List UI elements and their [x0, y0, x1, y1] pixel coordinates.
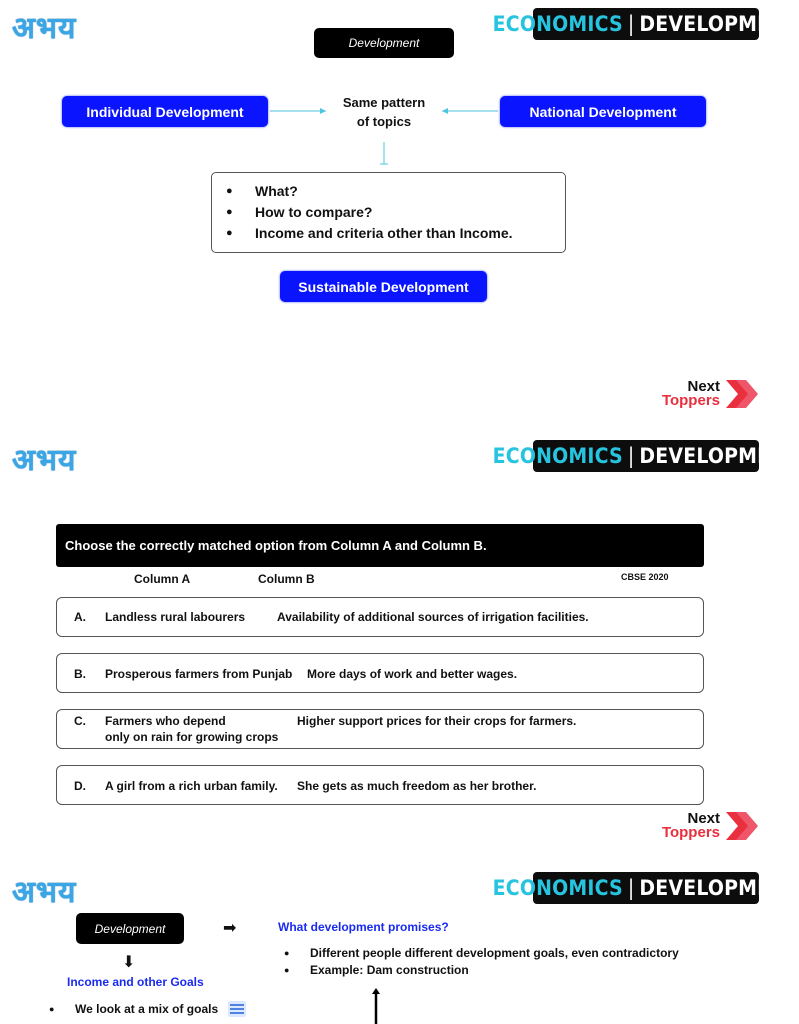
option-b-row[interactable]	[56, 653, 704, 693]
topic-label: DEVELOPMENT	[639, 876, 799, 900]
arrow-right-icon: ➡	[223, 920, 237, 937]
promise-bullet: ● Different people different development goals, even contradictory	[282, 945, 679, 962]
slide-2	[0, 432, 799, 864]
toppers-label: Toppers	[661, 392, 720, 409]
national-development-button[interactable]: National Development	[500, 96, 706, 127]
option-c-row[interactable]	[56, 709, 704, 749]
subject-label: ECONOMICS	[492, 12, 623, 36]
option-column-a: Farmers who depend	[105, 714, 226, 728]
subject-label: ECONOMICS	[492, 876, 623, 900]
development-title-pill: Development	[314, 28, 454, 58]
option-column-b: Availability of additional sources of irrigation facilities.	[277, 610, 589, 624]
option-a-row[interactable]	[56, 597, 704, 637]
topic-label: DEVELOPMENT	[639, 444, 799, 468]
option-letter: C.	[74, 714, 86, 728]
next-toppers-logo	[660, 808, 760, 848]
arrow-up-icon	[366, 988, 386, 1024]
subject-label: ECONOMICS	[492, 444, 623, 468]
same-pattern-label	[320, 93, 448, 131]
next-toppers-arrow-icon	[724, 808, 760, 844]
column-a-heading: Column A	[134, 572, 191, 586]
subject-tag	[492, 872, 799, 904]
toppers-label: Toppers	[661, 824, 720, 841]
option-letter: B.	[74, 667, 86, 681]
slide-3	[0, 864, 799, 1024]
option-column-b: She gets as much freedom as her brother.	[297, 779, 537, 793]
option-letter: A.	[74, 610, 86, 624]
topics-list	[212, 181, 565, 244]
option-letter: D.	[74, 779, 86, 793]
subject-tag	[492, 440, 799, 472]
option-column-a: Prosperous farmers from Punjab	[105, 667, 293, 681]
income-goals-heading: Income and other Goals	[67, 975, 204, 989]
promise-bullet: ● Example: Dam construction	[282, 962, 679, 979]
subject-separator: |	[627, 444, 635, 468]
same-pattern-line2: of topics	[356, 114, 412, 129]
goal-bullet: ● We look at a mix of goals	[47, 1001, 218, 1018]
striped-sticker-icon	[227, 1000, 247, 1018]
option-column-b: More days of work and better wages.	[307, 667, 518, 681]
topic-bullet: ● Income and criteria other than Income.	[212, 223, 565, 244]
option-column-a: A girl from a rich urban family.	[105, 779, 278, 793]
topic-label: DEVELOPMENT	[639, 12, 799, 36]
arrow-down-icon: ⬇	[122, 954, 136, 971]
topic-bullet: ● How to compare?	[212, 202, 565, 223]
same-pattern-line1: Same pattern	[342, 95, 426, 110]
next-toppers-logo	[660, 376, 760, 416]
sustainable-development-button[interactable]: Sustainable Development	[280, 271, 487, 302]
source-tag: CBSE 2020	[621, 572, 669, 582]
option-column-a: Landless rural labourers	[105, 610, 246, 624]
subject-separator: |	[627, 12, 635, 36]
topic-bullet: ● What?	[212, 181, 565, 202]
next-label: Next	[687, 810, 720, 827]
goals-list	[47, 1001, 218, 1018]
topics-box	[211, 172, 566, 253]
next-label: Next	[687, 378, 720, 395]
column-b-heading: Column B	[258, 572, 315, 586]
individual-development-button[interactable]: Individual Development	[62, 96, 268, 127]
abhay-logo: अभय	[12, 443, 77, 478]
abhay-logo: अभय	[12, 11, 77, 46]
slide-1	[0, 0, 799, 432]
abhay-logo: अभय	[12, 875, 77, 910]
option-column-b: Higher support prices for their crops for farmers.	[297, 714, 577, 728]
development-title-pill: Development	[76, 913, 184, 944]
next-toppers-arrow-icon	[724, 376, 760, 412]
development-promises-heading: What development promises?	[278, 920, 449, 934]
option-d-row[interactable]	[56, 765, 704, 805]
question-banner: Choose the correctly matched option from Column A and Column B.	[56, 524, 704, 567]
subject-separator: |	[627, 876, 635, 900]
option-column-a-line2: only on rain for growing crops	[105, 730, 279, 744]
promises-list	[282, 945, 679, 979]
